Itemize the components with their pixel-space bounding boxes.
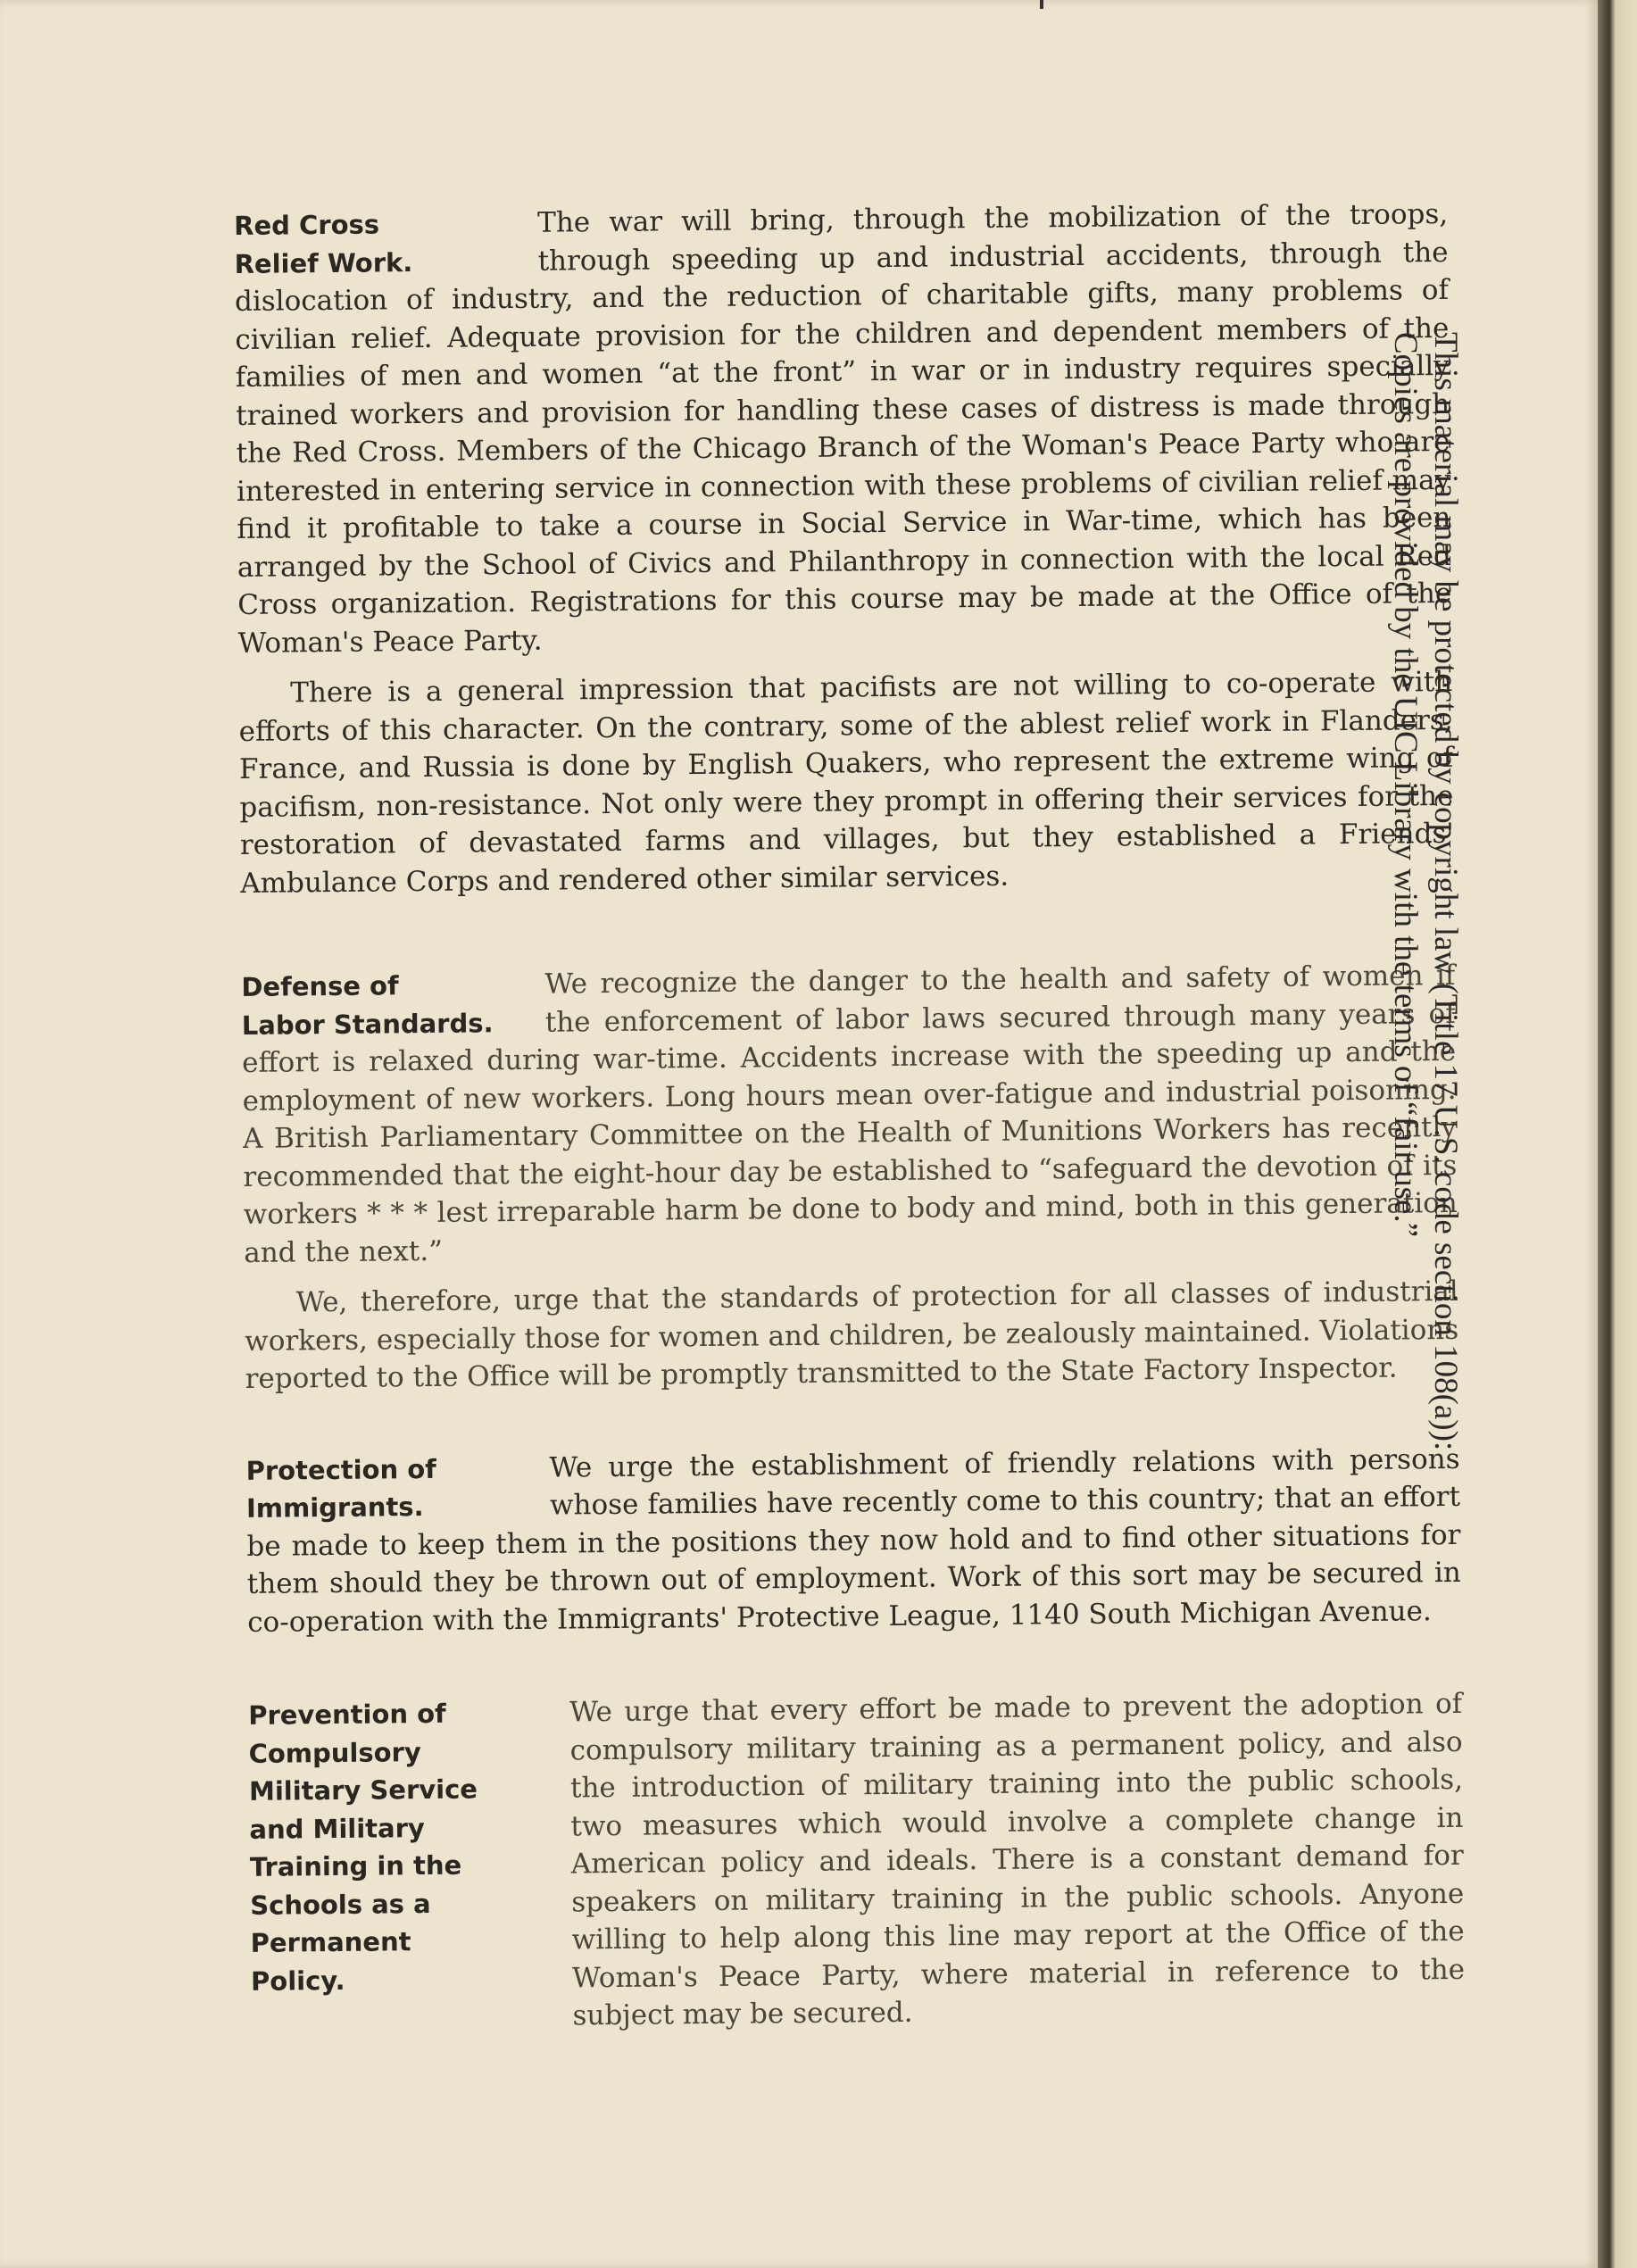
side-heading-line: Compulsory [248,1736,421,1769]
paragraph-red-cross-1: The war will bring, through the mobilization of the troops, through speeding up and industrial accidents, through the dislocation of industry, and the reduction of charitable gifts, many problems of civilian relief. Adequate provision for the children and dependent members of the families of men and women “at the front” in war or in industry requires specially trained workers and provision for handling these cases of distress is made through the Red Cross. Members of the Chicago Branch of the Woman's Peace Party who are interested in entering service in connection with these problems of civilian relief may find it profitable to take a course in Social Service in War-time, which has been arranged by the School of Civics and Philanthropy in connection with the local Red Cross organization. Registrations for this course may be made at the Office of the Woman's Peace Party. [234,197,1452,660]
side-heading-line: Defense of [241,970,399,1002]
side-heading-immigrants [245,1449,541,1527]
side-heading-line: Relief Work. [234,246,413,279]
side-heading-line: Labor Standards. [241,1007,494,1041]
paragraph-labor-2: We, therefore, urge that the standards of protection for all classes of industrial workers, especially those for women and children, be zealously maintained. Violations reported to the Office will be promptly transmitted to the State Factory Inspector. [245,1275,1459,1395]
side-heading-line: Prevention of [248,1698,446,1731]
paragraph-military: We urge that every effort be made to prevent the adoption of compulsory military training as a permanent policy, and also the introduction of military training into the public schools, two measures which would involve a complete change in American policy and ideals. There is a constant demand for speakers on military training in the public schools. Anyone willing to help along this line may report at the Office of the Woman's Peace Party, where material in reference to the subject may be secured. [569,1687,1466,2032]
side-heading-line: Red Cross [234,209,380,241]
side-heading-line: Protection of [245,1453,436,1486]
paragraph-labor-1: We recognize the danger to the health and safety of women if the enforcement of labor laws secured through many years of effort is relaxed during war-time. Accidents increase with the speeding up and the employment of new workers. Long hours mean over-fatigue and industrial poisoning. A British Parliamentary Committee on the Health of Munitions Workers has recently recommended that the eight-hour day be established to “safeguard the devotion of its workers * * * lest irreparable harm be done to body and mind, both in this generation and the next.” [242,959,1458,1269]
paragraph-immigrants: We urge the establishment of friendly relations with persons whose families have recently come to this country; that an effort be made to keep them in the positions they now hold and to find other situations for them should they be thrown out of employment. Work of this sort may be secured in co-operation with the Immigrants' Protective League, 1140 South Michigan Avenue. [246,1442,1461,1639]
document-body [234,195,1466,2038]
side-heading-line: Permanent [250,1926,411,1958]
copyright-notice-line: Copies are provided by the UIC Library with the terms of “fair use.” [1387,332,1424,1238]
side-heading-line: Schools as a [250,1888,431,1921]
section-labor-standards [241,957,1459,1399]
side-heading-labor [241,966,536,1044]
binding-mark [1040,0,1043,9]
side-heading-red-cross [234,204,529,283]
side-heading-line: and Military [249,1812,425,1845]
page-edge-binding [1598,0,1637,2268]
paragraph-red-cross-2: There is a general impression that pacifists are not willing to co-operate with efforts of this character. On the contrary, some of the ablest relief work in Flanders, France, and Russia is done by English Quakers, who represent the extreme wing of pacifism, non-resistance. Not only were they prompt in offering their services for the restoration of devastated farms and villages, but they established a Friends' Ambulance Corps and rendered other similar services. [238,665,1454,900]
side-heading-line: Military Service [248,1774,478,1807]
copyright-notice [1385,332,1466,1724]
section-red-cross-relief [234,195,1454,902]
section-compulsory-military-training [248,1685,1466,2039]
side-heading-line: Immigrants. [245,1491,424,1524]
side-heading-military [248,1694,554,2000]
side-heading-line: Policy. [250,1965,345,1997]
section-protection-of-immigrants [245,1440,1461,1641]
copyright-notice-line: This material may be protected by copyright law (Title 17 U.S. code section 108(a)): [1427,332,1464,1451]
side-heading-line: Training in the [249,1849,462,1882]
